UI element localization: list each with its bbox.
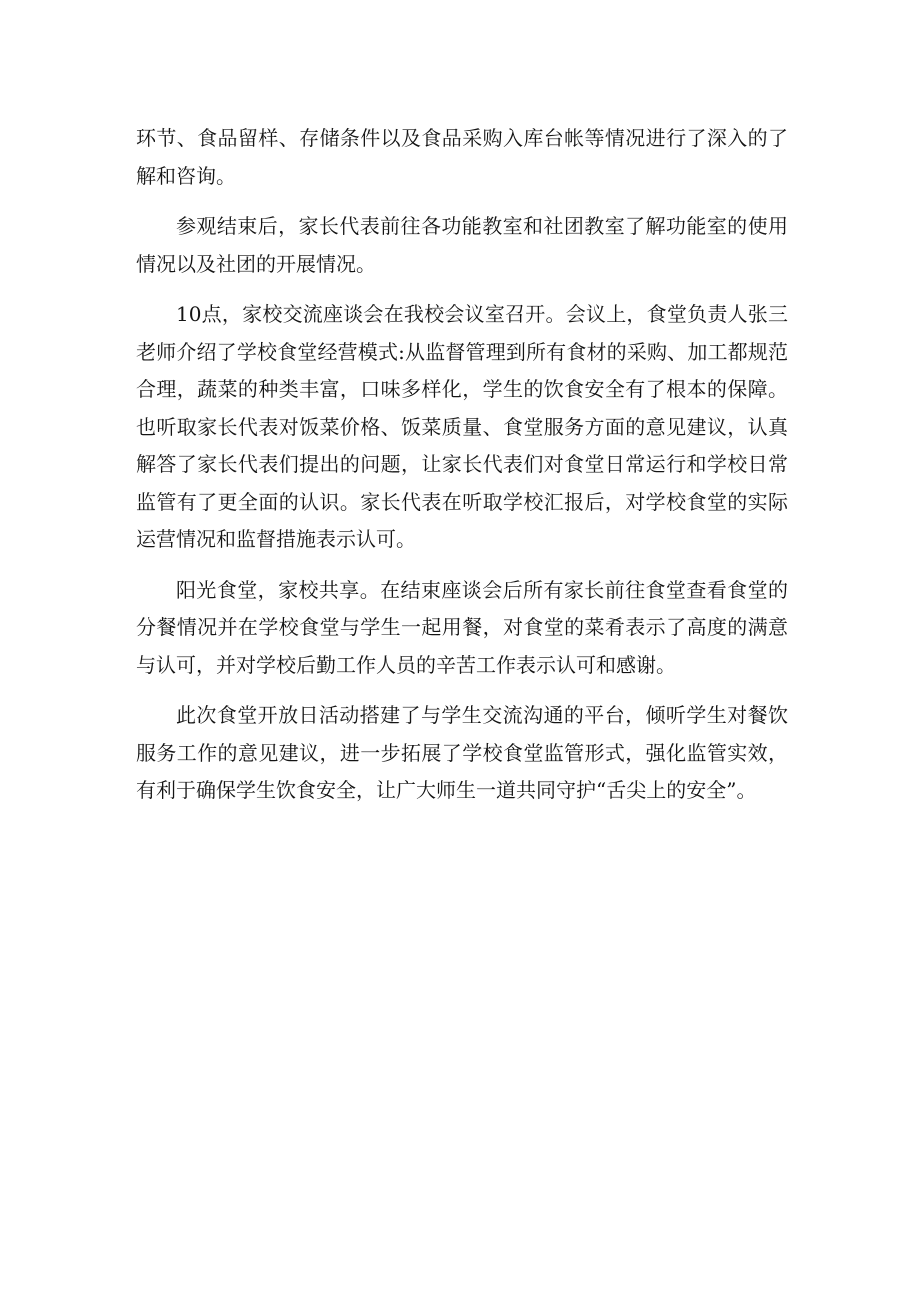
paragraph-seminar: 10点，家校交流座谈会在我校会议室召开。会议上，食堂负责人张三老师介绍了学校食堂经营模式:从监督管理到所有食材的采购、加工都规范合理，蔬菜的种类丰富，口味多样化，学生的饮食安全有了根本的保障。也听取家长代表对饭菜价格、饭菜质量、食堂服务方面的意见建议，认真解答了家长代表们提出的问题，让家长代表们对食堂日常运行和学校日常监管有了更全面的认识。家长代表在听取学校汇报后，对学校食堂的实际运营情况和监督措施表示认可。 — [136, 302, 788, 551]
paragraph-visit-end: 参观结束后，家长代表前往各功能教室和社团教室了解功能室的使用情况以及社团的开展情况。 — [136, 214, 788, 276]
paragraph-continuation: 环节、食品留样、存储条件以及食品采购入库台帐等情况进行了深入的了解和咨询。 — [136, 126, 788, 188]
paragraph-conclusion: 此次食堂开放日活动搭建了与学生交流沟通的平台，倾听学生对餐饮服务工作的意见建议，进一步拓展了学校食堂监管形式，强化监管实效，有利于确保学生饮食安全，让广大师生一道共同守护“舌尖上的安全”。 — [136, 703, 788, 802]
document-body — [136, 120, 788, 823]
paragraph-sunshine-canteen: 阳光食堂，家校共享。在结束座谈会后所有家长前往食堂查看食堂的分餐情况并在学校食堂与学生一起用餐，对食堂的菜肴表示了高度的满意与认可，并对学校后勤工作人员的辛苦工作表示认可和感谢。 — [136, 577, 788, 677]
